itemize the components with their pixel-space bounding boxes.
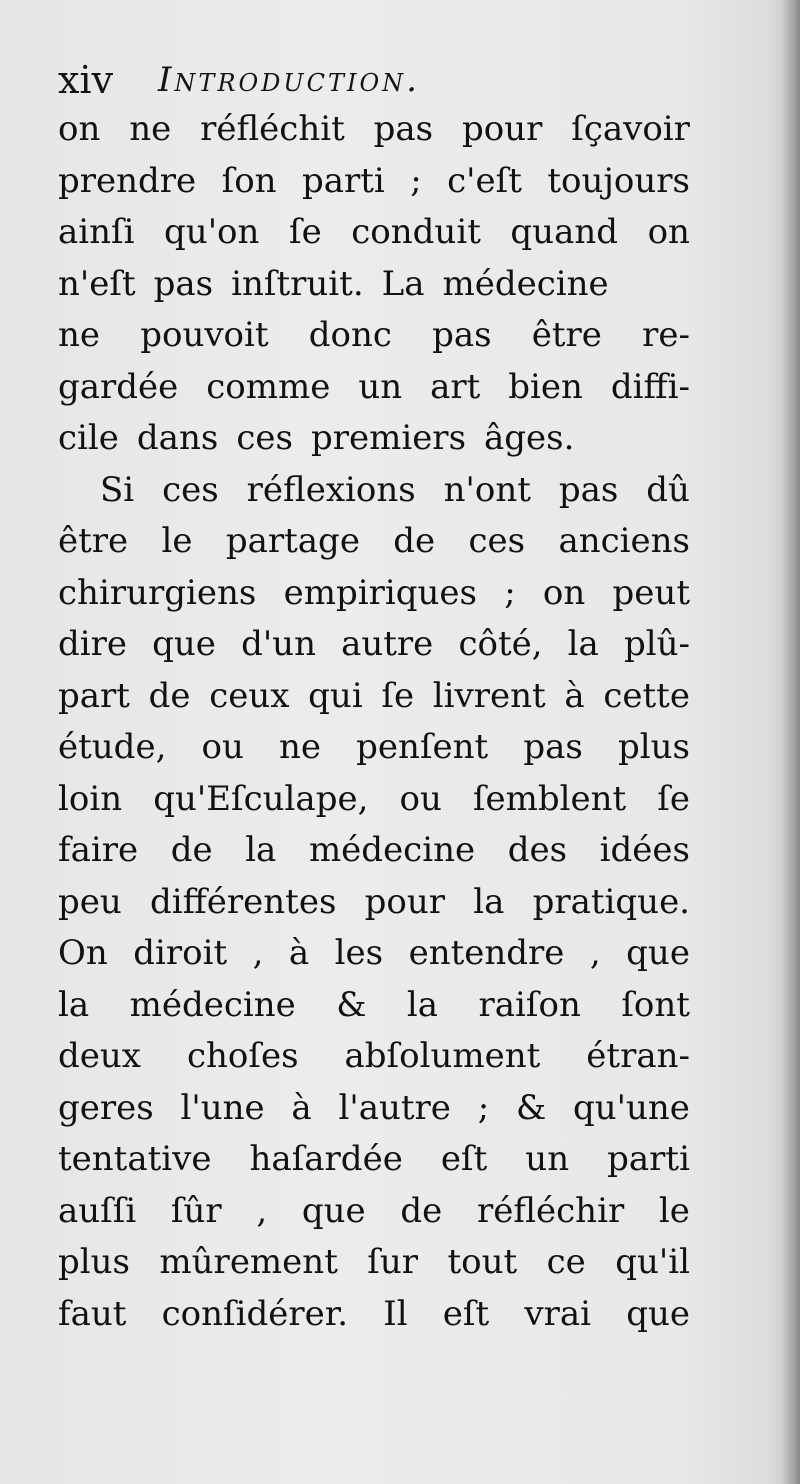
body-text [58,104,690,1340]
word: être [58,521,129,561]
word: mûrement [159,1242,338,1282]
word: plû- [623,624,690,664]
word: & [336,984,367,1025]
word: conſidérer. [161,1293,349,1334]
word: on [542,572,586,613]
word: pas [153,263,214,304]
word: dû [646,469,690,510]
word: l'autre [338,1087,451,1128]
text-line [58,104,690,156]
word: dans [136,418,219,458]
word: premiers [310,418,467,458]
word: l'une [180,1087,265,1128]
word: loin [58,778,123,819]
word: des [507,830,568,870]
word: raiſon [478,984,581,1025]
text-line [58,980,690,1032]
word: donc [308,315,392,355]
word: ſe [657,778,690,819]
word: ; [410,160,422,201]
word: qu'il [615,1242,690,1282]
word: n'ont [443,469,531,510]
word: pas [432,315,492,355]
word: qu'on [164,212,260,252]
word: la [473,881,505,922]
word: de [400,1190,443,1231]
word: parti [301,160,385,201]
word: ne [279,727,322,767]
word: plus [617,727,690,767]
word: ſemblent [472,778,627,819]
word: réfléchit [200,109,345,149]
word: pas [373,109,434,149]
word: ceux [209,675,290,716]
word: ce [546,1242,586,1282]
text-line [58,362,690,414]
word: auſſi [58,1190,137,1231]
word: Il [383,1293,408,1334]
word: Si [100,469,135,510]
word: On [58,933,108,973]
word: vrai [524,1293,591,1334]
word: autre [341,624,434,664]
text-line [58,1134,690,1186]
word: re- [642,315,690,355]
word: pas [523,727,583,767]
word: penſent [356,727,489,767]
text-line [58,722,690,774]
word: tentative [58,1139,212,1179]
text-line [58,877,690,929]
word: ſur [367,1242,419,1282]
word: ſe [288,212,322,252]
text-line [58,465,690,517]
word: ces [162,469,219,510]
word: geres [58,1087,154,1128]
word: tout [447,1242,518,1282]
word: les [334,933,384,973]
word: d'un [241,624,316,664]
word: que [626,933,690,973]
word: diroit [133,933,228,973]
word: de [148,675,191,716]
word: médecine [129,984,296,1025]
word: ſçavoir [571,109,690,149]
word: réflexions [246,469,416,510]
word: âges. [484,418,575,458]
word: à [288,933,310,973]
word: & [515,1087,547,1128]
word: faut [58,1293,127,1334]
word: parti [607,1139,690,1179]
word: ; [477,1087,490,1128]
word: abſolument [344,1036,541,1076]
word: gardée [58,366,179,407]
word: un [525,1139,570,1179]
word: pour [364,881,446,922]
word: à [564,675,585,716]
text-line [58,774,690,826]
word: la [245,830,277,870]
word: inſtruit. [231,263,364,304]
word: comme [206,366,331,407]
word: que [626,1293,690,1334]
text-line [58,413,690,465]
word: peut [612,572,690,613]
word: être [531,315,602,355]
word: chirurgiens [58,572,257,613]
word: entendre [408,933,565,973]
word: de [393,521,436,561]
word: ne [129,109,172,149]
text-line [58,1031,690,1083]
word: qui [308,675,363,716]
word: ſe [381,675,415,716]
page-number: xiv [58,58,114,102]
word: ſon [221,160,277,201]
word: ou [399,778,442,819]
word: n'eſt [58,263,136,304]
word: haſardée [249,1139,403,1179]
word: on [58,109,101,149]
word: ſont [621,984,690,1025]
running-title: Introduction. [158,60,420,100]
text-line [58,619,690,671]
word: cile [58,418,119,458]
word: art [430,366,481,407]
word: on [647,212,690,252]
text-line [58,156,690,208]
word: eſt [440,1139,488,1179]
word: pour [461,109,543,149]
word: pratique. [532,881,690,922]
word: différentes [150,881,337,922]
word: ſûr [170,1190,222,1231]
text-line [58,1237,690,1289]
word: le [658,1190,690,1231]
text-line [58,516,690,568]
word: ces [236,418,293,458]
text-line [58,310,690,362]
text-line [58,671,690,723]
word: étran- [586,1036,690,1076]
word: médecine [308,830,476,870]
text-line [58,1083,690,1135]
word: dire [58,624,128,664]
word: c'eſt [447,160,522,201]
word: ainſi [58,212,135,252]
text-line [58,1186,690,1238]
text-line [58,259,690,311]
word: partage [225,521,360,561]
word: le [161,521,193,561]
word: conduit [351,212,481,252]
word: que [152,624,216,664]
word: eſt [442,1293,490,1334]
word: un [358,366,403,407]
word: cette [603,675,690,716]
word: deux [58,1036,141,1076]
word: ou [201,727,244,767]
word: part [58,675,130,716]
text-line [58,568,690,620]
word: prendre [58,160,197,201]
word: , [589,933,601,973]
word: ; [504,572,516,613]
word: que [301,1190,366,1231]
text-line [58,1289,690,1341]
word: ces [468,521,526,561]
word: de [170,830,213,870]
word: anciens [558,521,690,561]
word: toujours [547,160,690,201]
text-line [58,207,690,259]
word: , [256,1190,268,1231]
word: faire [58,830,139,870]
word: ne [58,315,101,355]
word: bien [508,366,583,407]
word: pouvoit [140,315,269,355]
text-line [58,928,690,980]
word: à [291,1087,312,1128]
word: peu [58,881,122,922]
word: la [567,624,599,664]
word: côté, [458,624,543,664]
word: réfléchir [476,1190,625,1231]
word: idées [599,830,690,870]
word: qu'Eſculape, [153,778,369,819]
word: La [381,263,425,304]
word: , [252,933,264,973]
word: diffi- [610,366,690,407]
word: étude, [58,727,167,767]
word: livrent [432,675,546,716]
word: qu'une [573,1087,690,1128]
word: quand [510,212,619,252]
page-header [58,58,698,102]
word: empiriques [283,572,477,613]
word: médecine [442,263,609,304]
word: plus [58,1242,130,1282]
page-edge-shadow [782,0,800,1484]
word: choſes [186,1036,299,1076]
word: la [58,984,90,1025]
text-line [58,825,690,877]
word: la [406,984,439,1025]
word: pas [558,469,619,510]
